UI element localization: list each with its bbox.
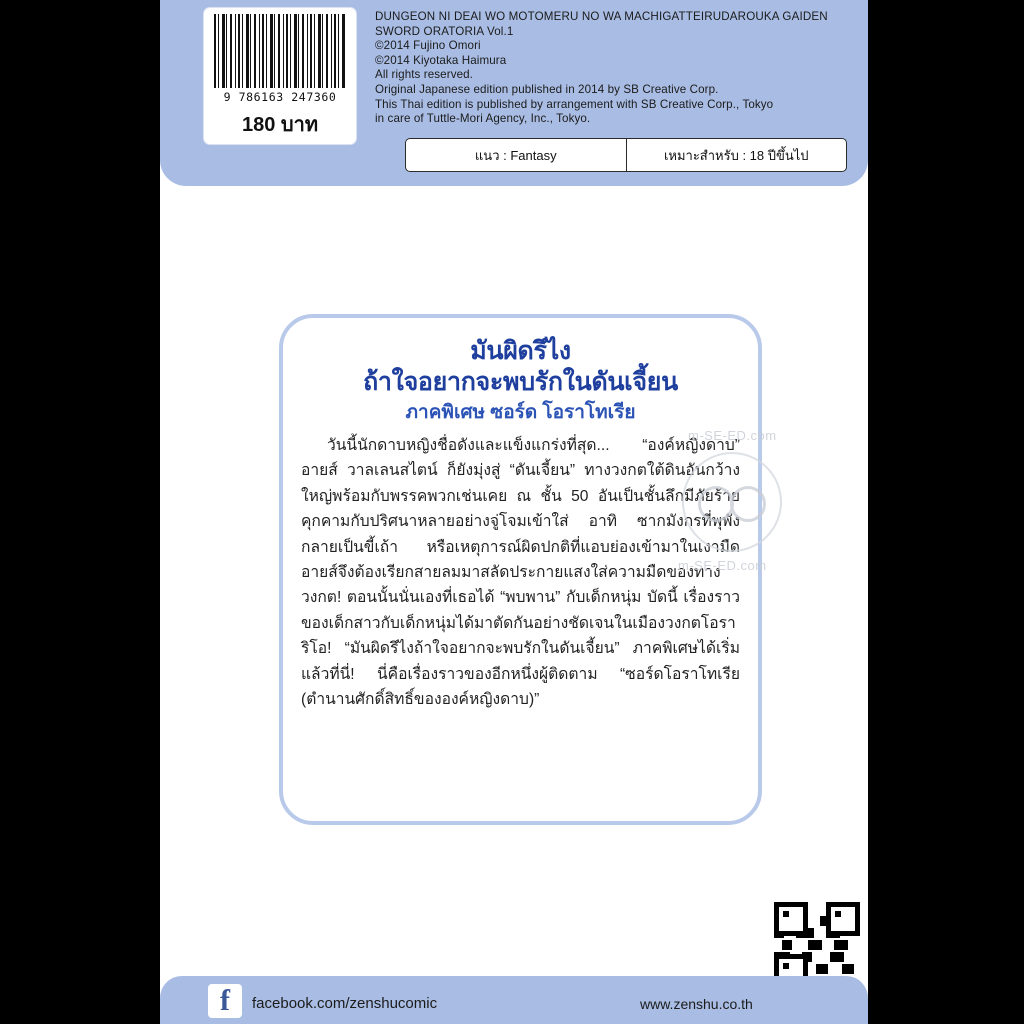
copyright-line-6: Original Japanese edition published in 2014 by SB Creative Corp.	[375, 82, 719, 96]
blurb-frame	[279, 314, 762, 825]
website-url[interactable]: www.zenshu.co.th	[640, 996, 753, 1012]
copyright-line-7: This Thai edition is published by arrangement with SB Creative Corp., Tokyo	[375, 97, 774, 111]
tag-bar	[405, 138, 847, 172]
copyright-line-2: SWORD ORATORIA Vol.1	[375, 24, 514, 38]
copyright-line-4: ©2014 Kiyotaka Haimura	[375, 53, 507, 67]
price-label: 180 บาท	[241, 114, 319, 136]
blurb-title-line-1: มันผิดรึไง	[470, 337, 571, 365]
qr-finder-top-right	[826, 902, 860, 936]
watermark-top: m-SE-ED.com	[688, 428, 777, 443]
blurb-subtitle: ภาคพิเศษ ซอร์ด โอราโทเรีย	[405, 402, 636, 423]
book-cover-sheet	[160, 0, 868, 1024]
age-rating-tag: เหมาะสำหรับ : 18 ปีขึ้นไป	[663, 147, 809, 163]
facebook-url[interactable]: facebook.com/zenshucomic	[252, 995, 438, 1012]
genre-tag: แนว : Fantasy	[406, 139, 627, 171]
copyright-line-5: All rights reserved.	[375, 68, 474, 82]
barcode-number: 9 786163 247360	[223, 90, 337, 104]
blurb-body-text: วันนี้นักดาบหญิงชื่อดังและแข็งแกร่งที่สุด... “องค์หญิงดาบ” อายส์ วาลเลนสไตน์ ก็ยังมุ่งสู่ “ดันเจี้ยน” ทางวงกตใต้ดินอันกว้างใหญ่พร้อมกับพรรคพวกเช่นเคย ณ ชั้น 50 อันเป็นชั้นลึกมีภัยร้ายคุกคามกับปริศนาหลายอย่างจู่โจมเข้าใส่ อาทิ ซากมังกรที่พุพังกลายเป็นขี้เถ้า หรือเหตุการณ์ผิดปกติที่แอบย่องเข้ามาในเงามืด อายส์จึงต้องเรียกสายลมมาสลัดประกายแสงใส่ความมืดของทางวงกต! ตอนนั้นนั่นเองที่เธอได้ “พบพาน” กับเด็กหนุ่ม บัดนี้ เรื่องราวของเด็กสาวกับเด็กหนุ่มได้มาตัดกันอย่างชัดเจนในเมืองวงกตโอราริโอ! “มันผิดรึไงถ้าใจอยากจะพบรักในดันเจี้ยน” ภาคพิเศษได้เริ่มแล้วที่นี่! นี่คือเรื่องราวของอีกหนึ่งผู้ติดตาม “ซอร์ดโอราโทเรีย (ตำนานศักดิ์สิทธิ์ขององค์หญิงดาบ)”	[301, 437, 740, 709]
copyright-block	[375, 10, 845, 127]
barcode-bars-icon	[214, 14, 346, 88]
letterbox-left	[0, 0, 160, 1024]
barcode-block	[204, 8, 356, 144]
copyright-line-3: ©2014 Fujino Omori	[375, 39, 481, 53]
copyright-line-8: in care of Tuttle-Mori Agency, Inc., Tokyo.	[375, 112, 591, 126]
blurb-title-line-2: ถ้าใจอยากจะพบรักในดันเจี้ยน	[363, 368, 678, 396]
qr-finder-top-left	[774, 902, 808, 936]
watermark-bottom: m-SE-ED.com	[678, 558, 767, 573]
letterbox-right	[868, 0, 1024, 1024]
blurb-inner	[301, 336, 740, 807]
facebook-icon[interactable]: f	[208, 984, 242, 1018]
copyright-line-1: DUNGEON NI DEAI WO MOTOMERU NO WA MACHIGATTEIRUDAROUKA GAIDEN	[375, 10, 828, 23]
